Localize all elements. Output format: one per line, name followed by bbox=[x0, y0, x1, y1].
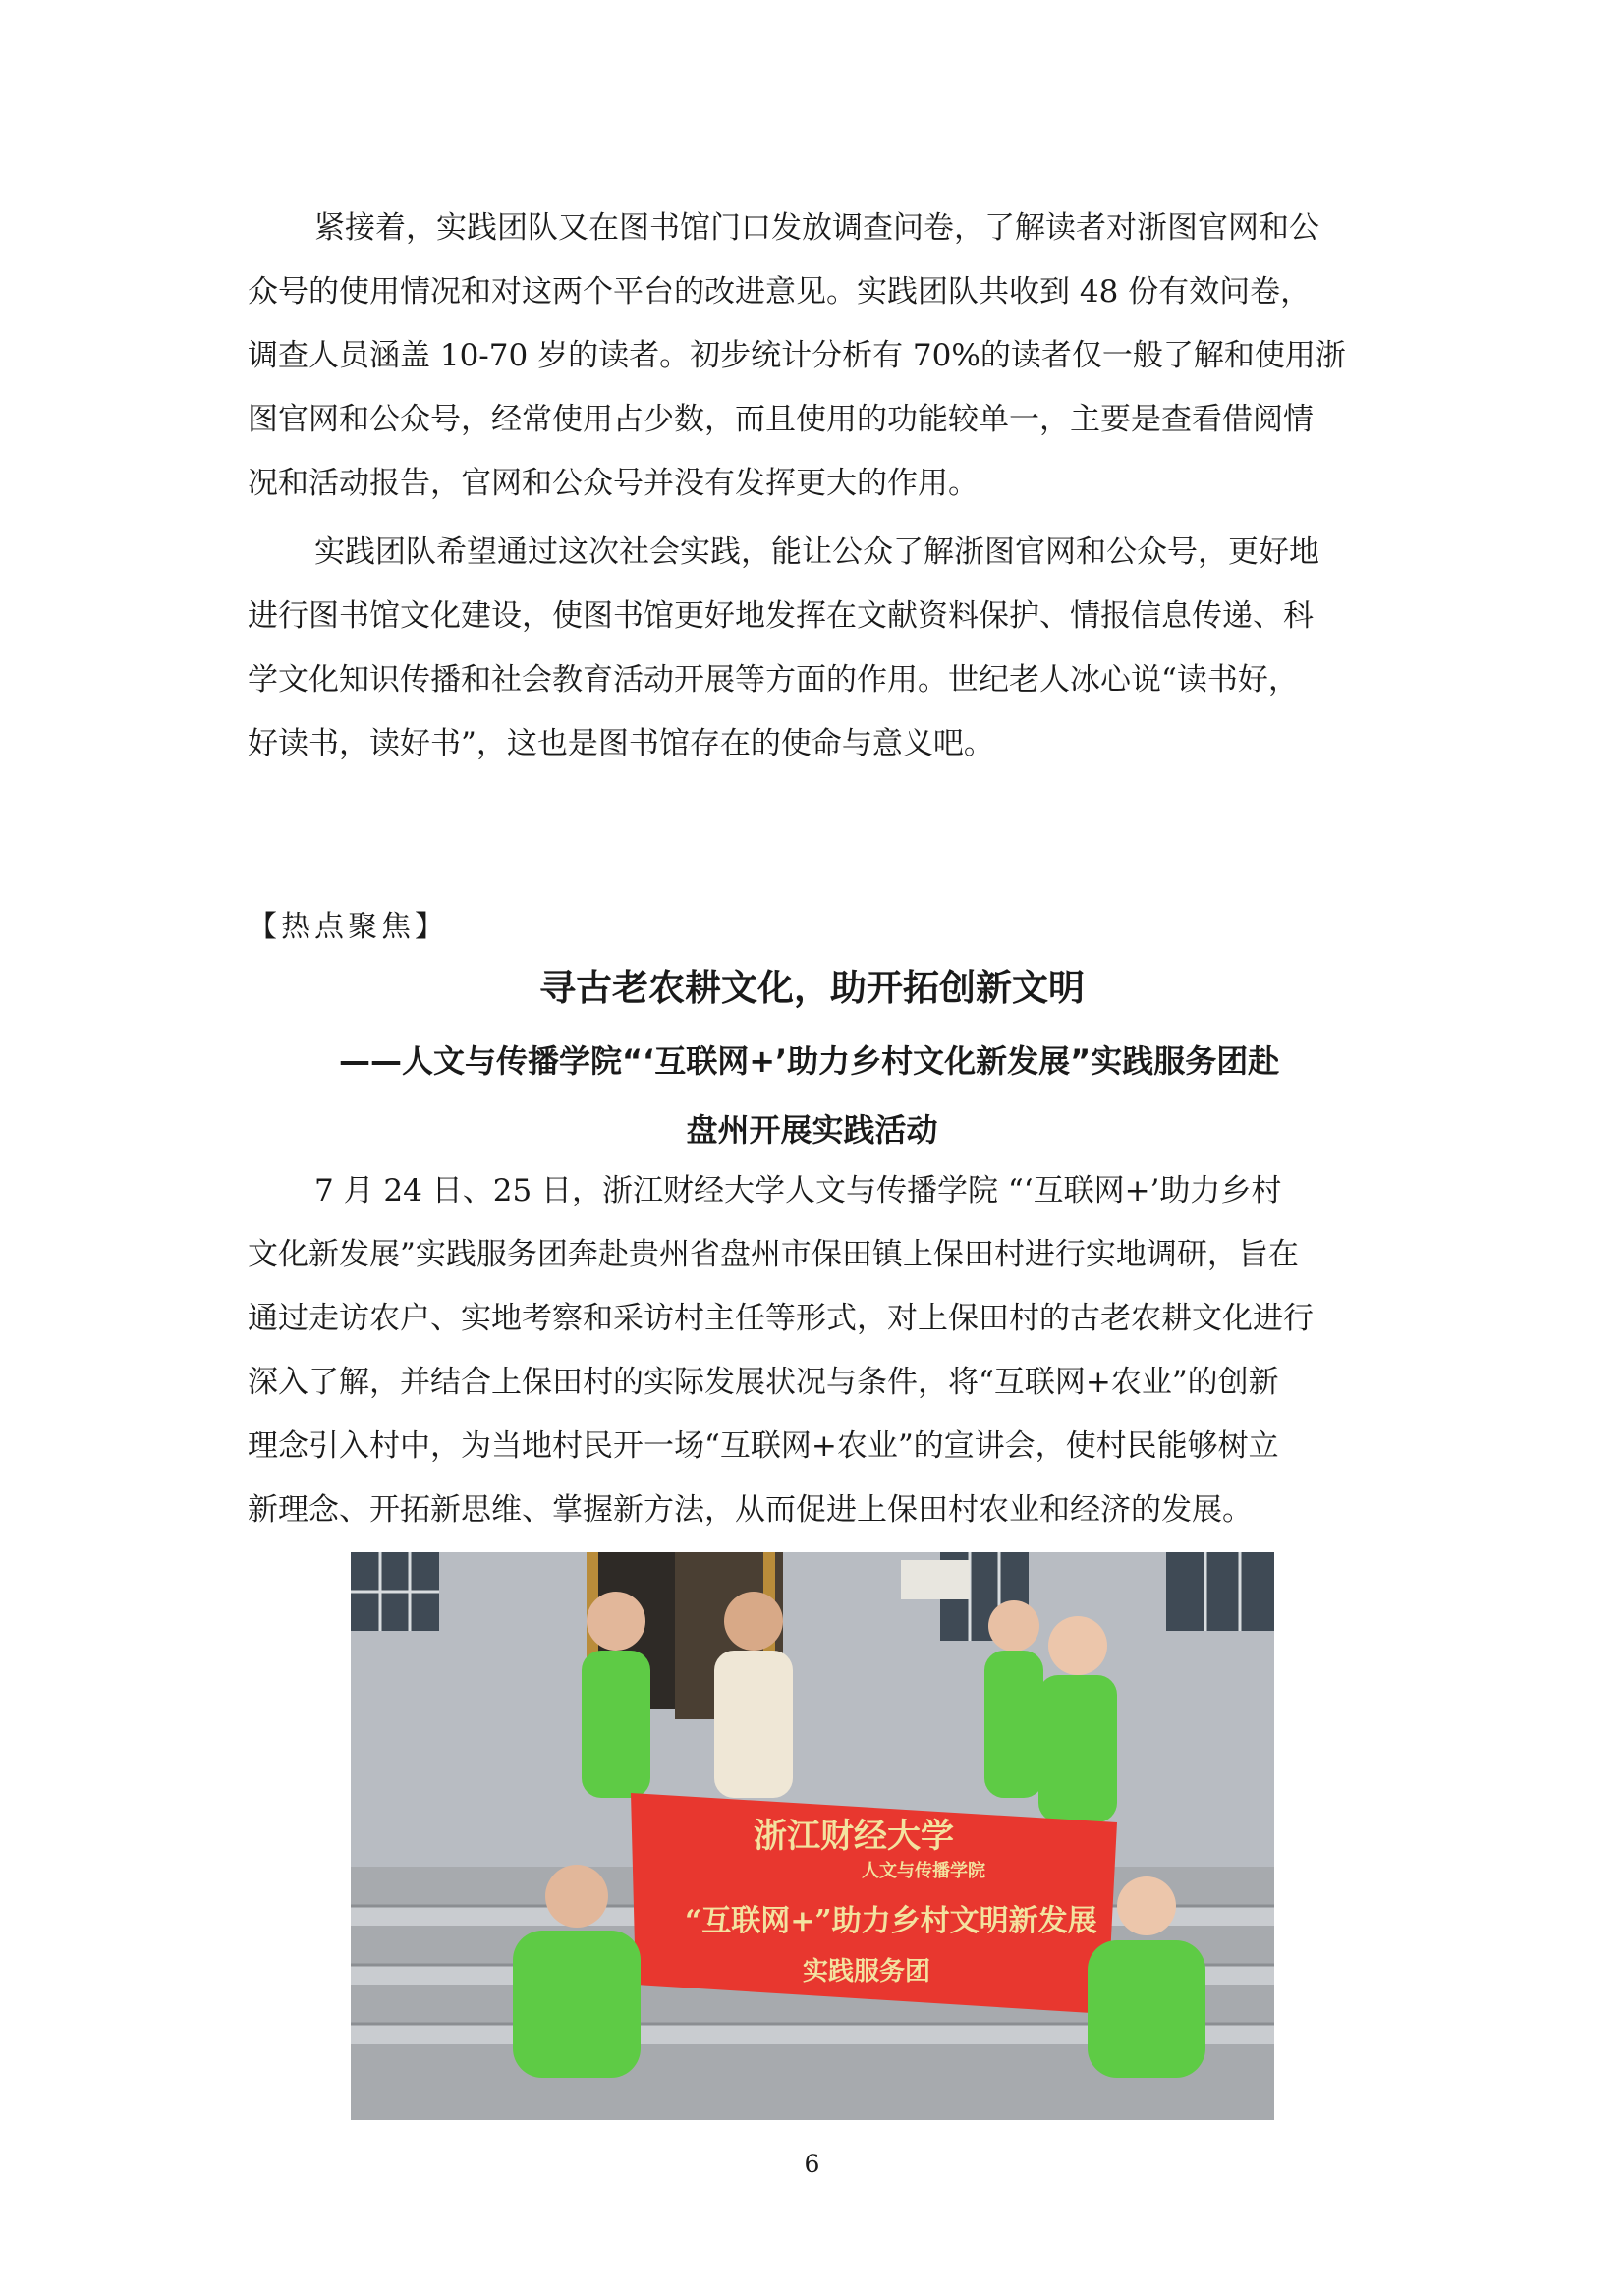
paragraph-hope bbox=[248, 521, 1387, 776]
text-line: 通过走访农户、实地考察和采访村主任等形式，对上保田村的古老农耕文化进行 bbox=[248, 1301, 1314, 1336]
group-photo bbox=[351, 1552, 1274, 2120]
text-line: 众号的使用情况和对这两个平台的改进意见。实践团队共收到 48 份有效问卷， bbox=[248, 274, 1312, 309]
banner-text-team: 实践服务团 bbox=[803, 1957, 931, 1987]
text-line: 深入了解，并结合上保田村的实际发展状况与条件，将“互联网+农业”的创新 bbox=[248, 1365, 1279, 1400]
text-line: 进行图书馆文化建设，使图书馆更好地发挥在文献资料保护、情报信息传递、科 bbox=[248, 598, 1314, 634]
article-body bbox=[248, 1159, 1387, 1542]
banner-text-school: 人文与传播学院 bbox=[862, 1861, 985, 1881]
page-number: 6 bbox=[804, 2150, 820, 2178]
section-tag: 【热点聚焦】 bbox=[248, 910, 448, 944]
text-line: 7 月 24 日、25 日，浙江财经大学人文与传播学院 “‘互联网+’助力乡村 bbox=[314, 1173, 1282, 1208]
paragraph-survey bbox=[248, 196, 1387, 516]
text-line: 理念引入村中，为当地村民开一场“互联网+农业”的宣讲会，使村民能够树立 bbox=[248, 1428, 1279, 1464]
text-line: 学文化知识传播和社会教育活动开展等方面的作用。世纪老人冰心说“读书好， bbox=[248, 662, 1299, 698]
text-line: 紧接着，实践团队又在图书馆门口发放调查问卷，了解读者对浙图官网和公 bbox=[314, 210, 1319, 246]
banner-text-university: 浙江财经大学 bbox=[754, 1817, 954, 1856]
text-line: 新理念、开拓新思维、掌握新方法，从而促进上保田村农业和经济的发展。 bbox=[248, 1492, 1253, 1528]
text-line: 调查人员涵盖 10-70 岁的读者。初步统计分析有 70%的读者仅一般了解和使用浙 bbox=[248, 338, 1346, 373]
banner-text-slogan: “互联网+”助力乡村文明新发展 bbox=[685, 1904, 1097, 1938]
article-subtitle-continued: 盘州开展实践活动 bbox=[686, 1111, 938, 1148]
text-line: 实践团队希望通过这次社会实践，能让公众了解浙图官网和公众号，更好地 bbox=[314, 534, 1319, 570]
text-line: 况和活动报告，官网和公众号并没有发挥更大的作用。 bbox=[248, 466, 979, 501]
text-line: 文化新发展”实践服务团奔赴贵州省盘州市保田镇上保田村进行实地调研，旨在 bbox=[248, 1237, 1299, 1272]
group-photo-illustration bbox=[351, 1552, 1274, 2120]
article-title: 寻古老农耕文化，助开拓创新文明 bbox=[539, 967, 1085, 1009]
article-subtitle: ——人文与传播学院“‘互联网+’助力乡村文化新发展”实践服务团赴 bbox=[339, 1042, 1280, 1080]
text-line: 图官网和公众号，经常使用占少数，而且使用的功能较单一，主要是查看借阅情 bbox=[248, 402, 1314, 437]
text-line: 好读书，读好书”，这也是图书馆存在的使命与意义吧。 bbox=[248, 726, 994, 761]
